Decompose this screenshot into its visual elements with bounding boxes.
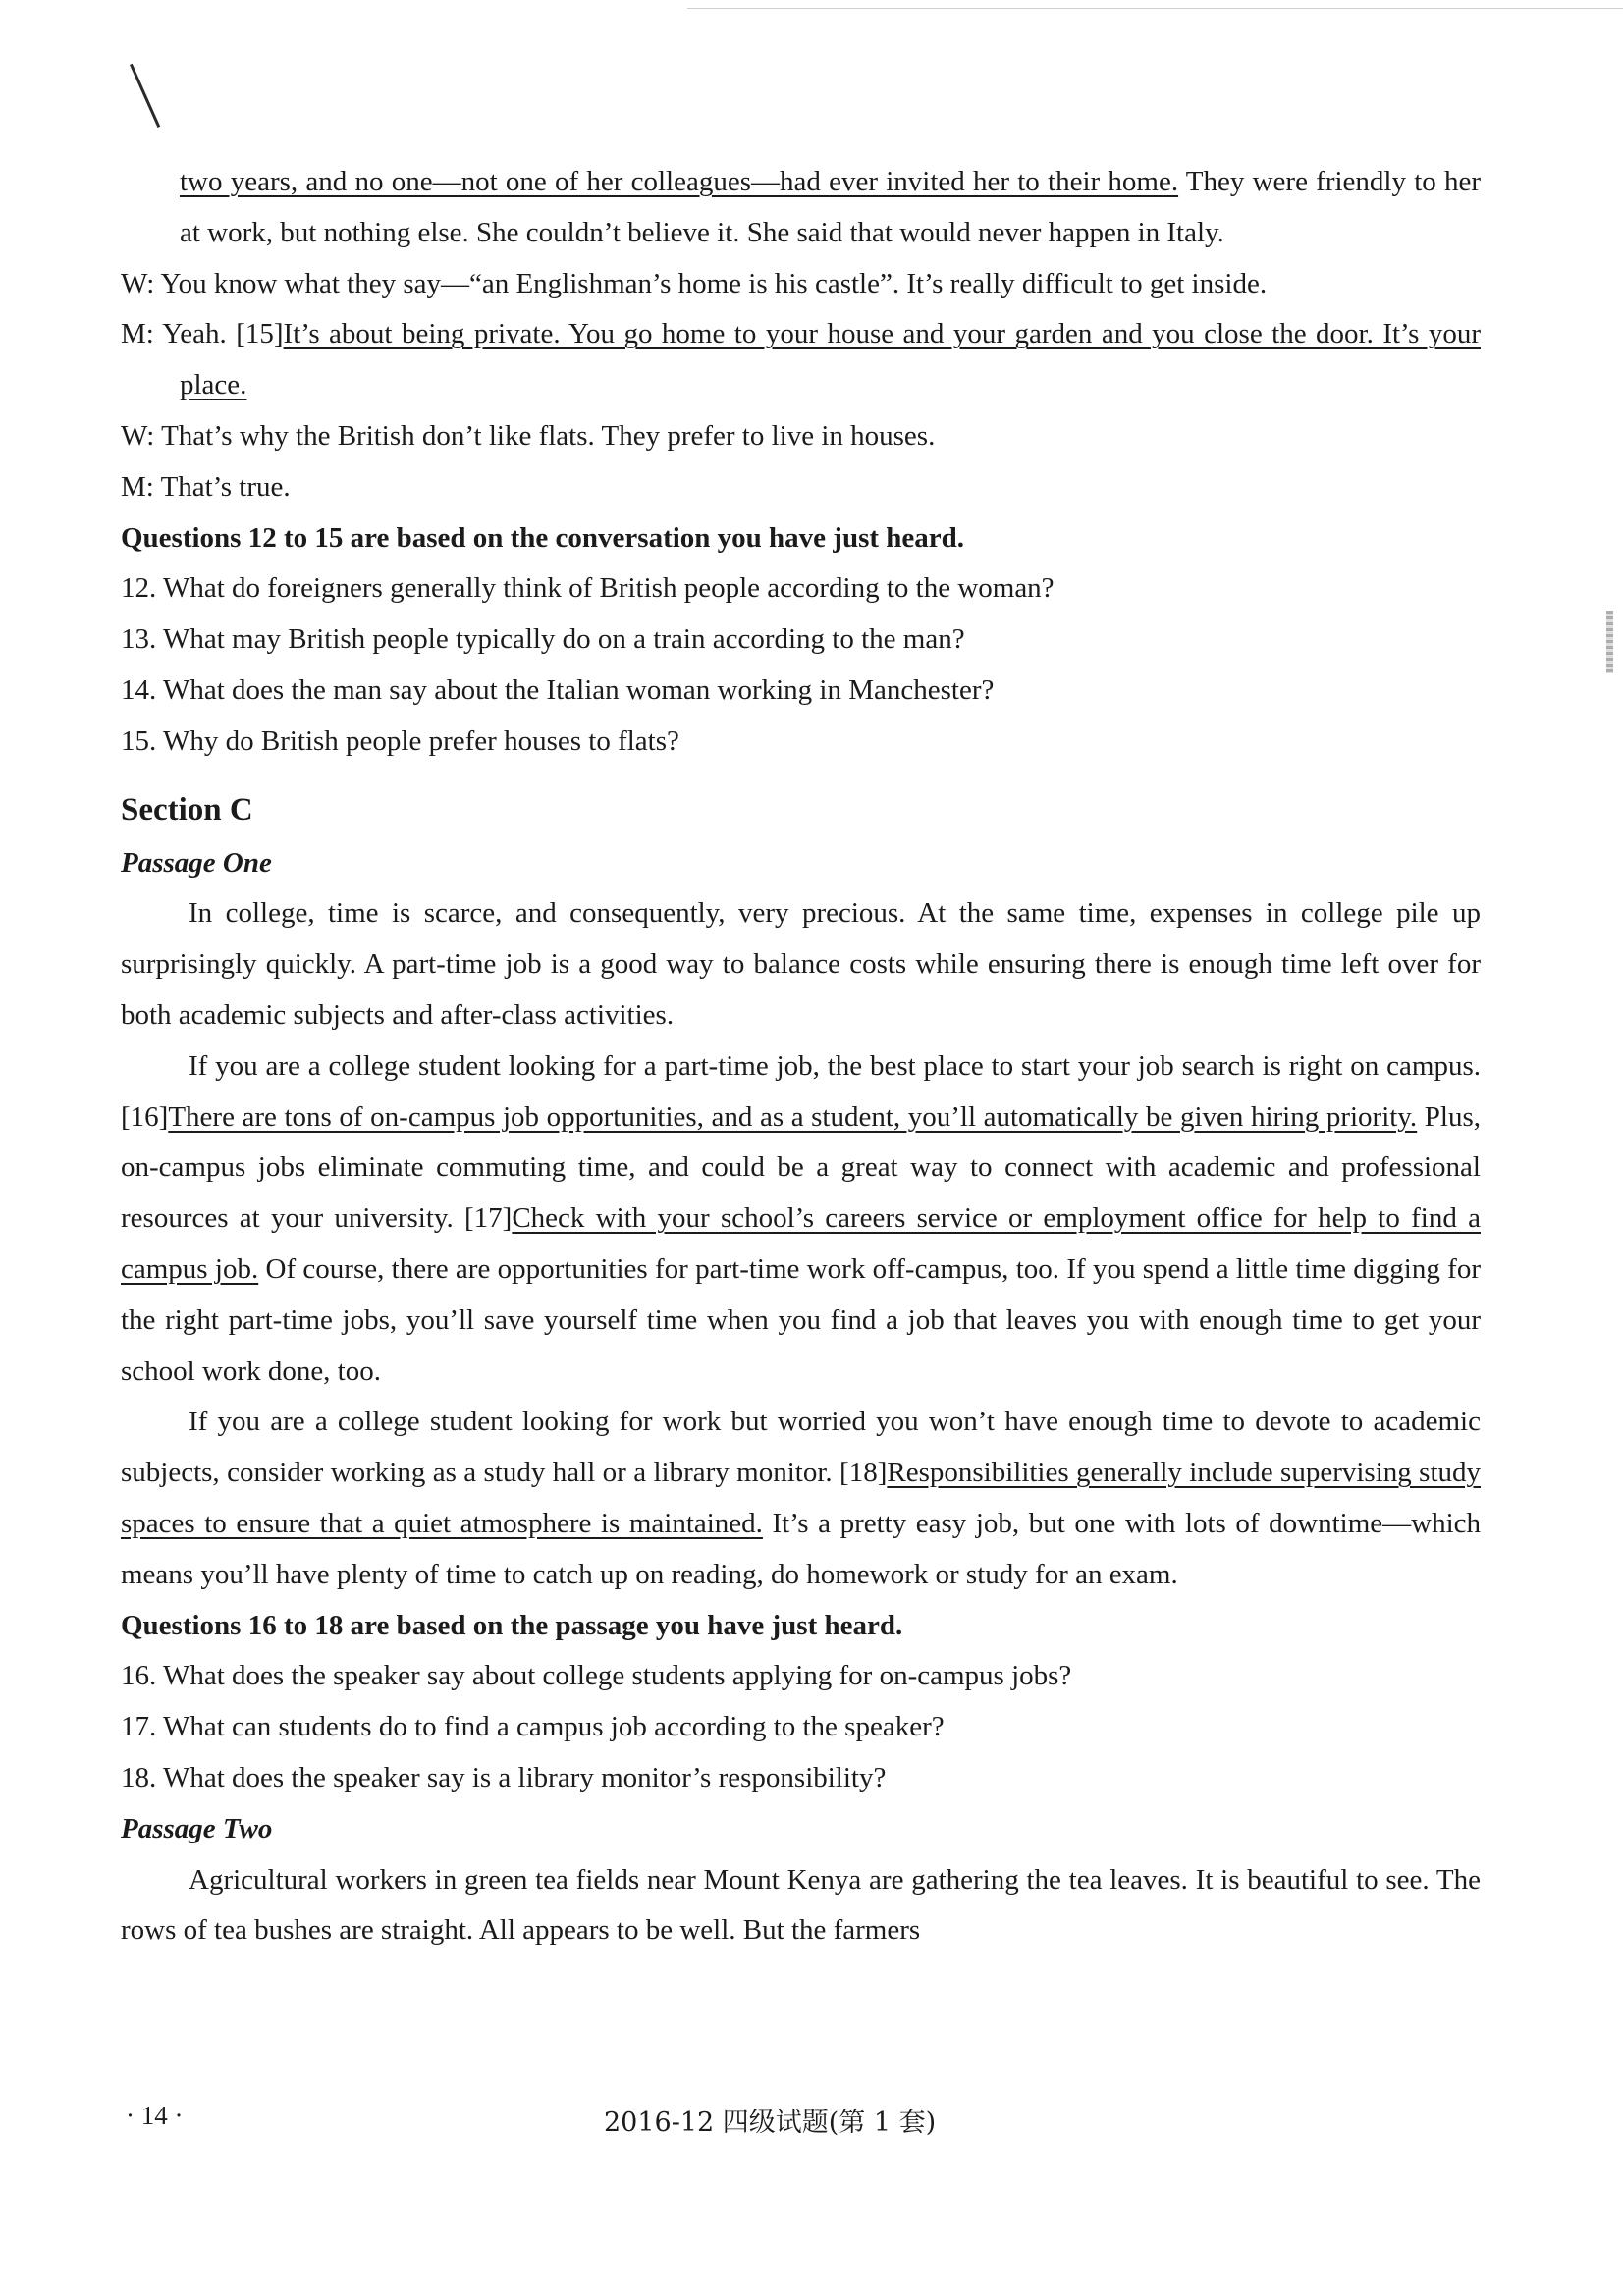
- speaker-label: W:: [121, 419, 155, 452]
- dialogue-line: [121, 259, 1481, 310]
- question-item: 16. What does the speaker say about college students applying for on-campus jobs?: [121, 1660, 1072, 1692]
- corner-pen-mark: [130, 64, 160, 128]
- question-item: 15. Why do British people prefer houses to flats?: [121, 724, 679, 757]
- passage-text: Plus, on-campus jobs eliminate commuting time, and could be a great way to connect with academic and professional resources at your university.: [121, 1100, 1481, 1235]
- dialogue-continuation: [121, 157, 1481, 259]
- exam-label: 2016-12 四级试题(第 1 套): [604, 2108, 937, 2138]
- dialogue-line: [121, 411, 1481, 462]
- passage-paragraph: [121, 1397, 1481, 1600]
- passage-paragraph: [121, 1041, 1481, 1398]
- questions-16-18-heading: Questions 16 to 18 are based on the passage you have just heard.: [121, 1609, 903, 1641]
- dialogue-text: They were friendly to her at work, but nothing else. She couldn’t believe it. She said that would never happen in Italy.: [180, 166, 1482, 248]
- passage-two-title: Passage Two: [121, 1812, 273, 1844]
- answer-marker: [16]: [121, 1100, 169, 1133]
- dialogue-text: Yeah.: [153, 318, 237, 350]
- speaker-label: W:: [121, 267, 155, 299]
- underlined-answer-text: There are tons of on-campus job opportunities, and as a student, you’ll automatically be given hiring priority.: [168, 1100, 1418, 1133]
- underlined-answer-text: It’s about being private. You go home to your house and your garden and you close the door. It’s your place.: [180, 318, 1481, 401]
- passage-text: If you are a college student looking for work but worried you won’t have enough time to devote to academic subjects, consider working as a study hall or a library monitor.: [121, 1406, 1481, 1489]
- dialogue-text: That’s true.: [153, 470, 291, 503]
- top-rule: [687, 8, 1623, 9]
- answer-marker: [18]: [839, 1457, 888, 1489]
- passage-text: It’s a pretty easy job, but one with lots of downtime—which means you’ll have plenty of time to catch up on reading, do homework or study for an exam.: [121, 1507, 1481, 1590]
- page-footer: [0, 2101, 1623, 2150]
- answer-marker: [17]: [464, 1202, 513, 1235]
- underlined-answer-text: two years, and no one—not one of her colleagues—had ever invited her to their home.: [180, 166, 1179, 197]
- passage-text: If you are a college student looking for a part-time job, the best place to start your job search is right on campus.: [189, 1049, 1481, 1082]
- underlined-answer-text: Check with your school’s careers service or employment office for help to find a campus job.: [121, 1202, 1481, 1285]
- section-c-title: Section C: [121, 791, 253, 828]
- page-number: · 14 ·: [126, 2101, 184, 2130]
- question-item: 12. What do foreigners generally think of British people according to the woman?: [121, 572, 1055, 605]
- dialogue-line: [121, 462, 1481, 513]
- passage-text: Of course, there are opportunities for part-time work off-campus, too. If you spend a little time digging for the right part-time jobs, you’ll save yourself time when you find a job that leaves you with enough time to get your school work done, too.: [121, 1253, 1481, 1387]
- margin-smudge: [1606, 611, 1613, 673]
- passage-one-title: Passage One: [121, 846, 272, 879]
- dialogue-text: You know what they say—“an Englishman’s home is his castle”. It’s really difficult to get inside.: [154, 267, 1268, 299]
- page-content: [121, 157, 1481, 1956]
- dialogue-line: [121, 309, 1481, 411]
- speaker-label: M:: [121, 318, 154, 350]
- dialogue-text: That’s why the British don’t like flats. They prefer to live in houses.: [154, 419, 936, 452]
- question-item: 18. What does the speaker say is a library monitor’s responsibility?: [121, 1761, 887, 1793]
- passage-paragraph: Agricultural workers in green tea fields near Mount Kenya are gathering the tea leaves. It is beautiful to see. The rows of tea bushes are straight. All appears to be well. But the farmers: [121, 1863, 1481, 1947]
- answer-marker: [15]: [236, 318, 284, 350]
- question-item: 14. What does the man say about the Italian woman working in Manchester?: [121, 673, 995, 706]
- questions-12-15-heading: Questions 12 to 15 are based on the conversation you have just heard.: [121, 521, 965, 554]
- question-item: 13. What may British people typically do on a train according to the man?: [121, 623, 965, 656]
- speaker-label: M:: [121, 470, 154, 503]
- underlined-answer-text: Responsibilities generally include supervising study spaces to ensure that a quiet atmosphere is maintained.: [121, 1457, 1482, 1539]
- question-item: 17. What can students do to find a campus job according to the speaker?: [121, 1711, 945, 1743]
- passage-paragraph: In college, time is scarce, and consequently, very precious. At the same time, expenses in college pile up surprisingly quickly. A part-time job is a good way to balance costs while ensuring there is enough time left over for both academic subjects and after-class activities.: [121, 897, 1481, 1031]
